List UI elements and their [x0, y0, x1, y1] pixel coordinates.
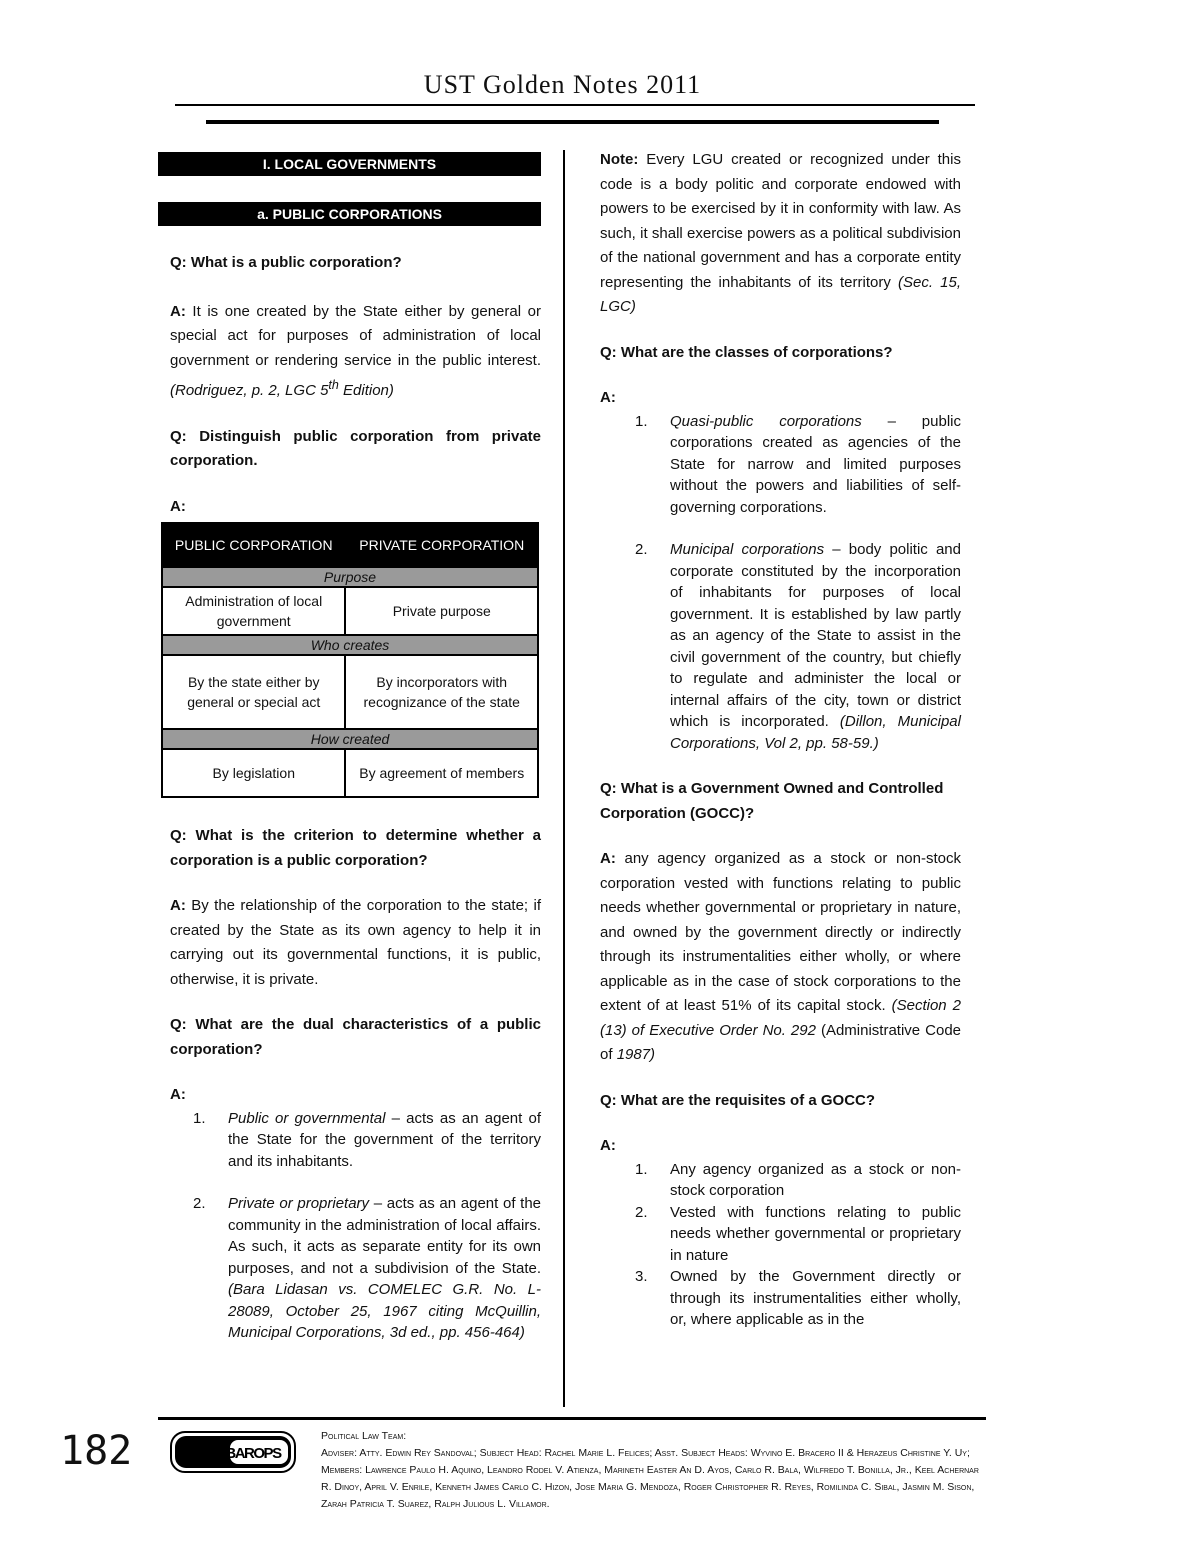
lgu-note [600, 148, 961, 320]
team-credits [321, 1428, 981, 1513]
citation: (Sec. 15, LGC) [600, 273, 961, 315]
list-item: 1. Public or governmental – acts as an agent of the State for the government of the territory and its inhabitants. [193, 1109, 541, 1170]
answer-label: A: [170, 1086, 186, 1103]
question-gocc: Q: What is a Government Owned and Controlled Corporation (GOCC)? [600, 780, 944, 822]
answer-label: A: [600, 850, 616, 867]
column-divider [563, 150, 565, 1407]
list-item: 3. Owned by the Government directly or through its instrumentalities either wholly, or, where applicable as in the [635, 1268, 961, 1328]
list-item: 1. Any agency organized as a stock or non-stock corporation [635, 1160, 961, 1199]
answer-label: A: [170, 897, 186, 914]
credits-body: Adviser: Atty. Edwin Rey Sandoval; Subject Head: Rachel Marie L. Felices; Asst. Subject Heads: Wyvino E. Bracero II & Herazeus Christine Y. Uy; Members: Lawrence Paulo H. Aquino, Leandro Rodel V. Atienza, Marineth Easter An D. Ayos, Carlo R. Bala, Wilfredo T. Bonilla, Jr., Keel Achernar R. Dinoy, April V. Enrile, Kenneth James Carlo C. Hizon, Jose Maria G. Mendoza, Roger Christopher R. Reyes, Romilinda C. Sibal, Jasmin M. Sison, Zarah Patricia T. Suarez, Ralph Julious L. Villamor. [321, 1447, 979, 1510]
question-public-corporation: Q: What is a public corporation? [170, 254, 402, 271]
dual-characteristics-list [158, 1108, 541, 1344]
table-cell: By agreement of members [345, 749, 538, 797]
citation: (Bara Lidasan vs. COMELEC G.R. No. L-28089, October 25, 1967 citing McQuillin, Municipal Corporations, 3d ed., pp. 456-464) [228, 1281, 541, 1341]
question-dual-characteristics: Q: What are the dual characteristics of a public corporation? [170, 1016, 541, 1058]
credits-title: Political Law Team: [321, 1430, 407, 1442]
logo-text: TEAM:BAROPS [185, 1445, 281, 1462]
answer-label: A: [600, 1137, 616, 1154]
answer-text: It is one created by the State either by general or special act for purposes of administration of local government or rendering service in the public interest. [170, 302, 541, 369]
table-cell: Administration of local government [162, 587, 345, 635]
section-heading-local-governments: I. LOCAL GOVERNMENTS [158, 152, 541, 176]
table-row-heading: How created [162, 729, 538, 749]
citation: (Section 2 (13) of Executive Order No. 292 [600, 997, 961, 1039]
team-barops-logo [170, 1431, 296, 1473]
note-label: Note: [600, 151, 639, 168]
header-rule-bottom [206, 120, 939, 124]
answer-text: By the relationship of the corporation to the state; if created by the State as its own agency to help it in carrying out its governmental functions, it is public, otherwise, it is private. [170, 897, 541, 988]
answer-criterion [158, 894, 541, 992]
table-row-heading: Purpose [162, 567, 538, 587]
running-header-title: UST Golden Notes 2011 [423, 70, 702, 99]
citation: 1987) [616, 1046, 656, 1063]
list-item: 2. Vested with functions relating to public needs whether governmental or proprietary in nature [635, 1203, 961, 1264]
footer-rule [158, 1417, 986, 1420]
citation: (Dillon, Municipal Corporations, Vol 2, pp. 58-59.) [670, 713, 961, 752]
answer-text: any agency organized as a stock or non-stock corporation vested with functions relating to public needs whether governmental or proprietary in nature, and owned by the government directly or indirectly through its instrumentalities either wholly, or where applicable as in the case of stock corporations to the extent of at least 51% of its capital stock. [600, 850, 961, 1014]
answer-label: A: [170, 302, 186, 320]
list-item: 2. Private or proprietary – acts as an agent of the community in the administration of local affairs. As such, it acts as separate entity for its own purposes, and not a subdivision of the State. (Bara Lidasan vs. COMELEC G.R. No. L-28089, October 25, 1967 citing McQuillin, Municipal Corporations, 3d ed., pp. 456-464) [193, 1195, 542, 1341]
answer-public-corporation [158, 300, 541, 404]
question-distinguish: Q: Distinguish public corporation from private corporation. [170, 427, 541, 469]
answer-label: A: [600, 389, 616, 406]
question-classes: Q: What are the classes of corporations? [600, 343, 893, 361]
header-rule-top [175, 104, 975, 106]
citation: (Administrative Code of [600, 1021, 962, 1063]
table-cell: By legislation [162, 749, 345, 797]
section-heading-public-corporations: a. PUBLIC CORPORATIONS [158, 202, 541, 226]
requisites-list [600, 1159, 961, 1331]
answer-gocc [600, 847, 961, 1068]
left-column [158, 150, 541, 1344]
page-number: 182 [60, 1428, 133, 1474]
table-cell: By incorporators with recognizance of the state [345, 655, 538, 729]
table-row-heading: Who creates [162, 635, 538, 655]
list-item: 2. Municipal corporations – body politic and corporate constituted by the incorporation of inhabitants for purposes of local government. It is established by law partly as an agency of the State to assist in the civil government of the country, but chiefly to regulate and administer the local or internal affairs of the city, town or district which is incorporated. (Dillon, Municipal Corporations, Vol 2, pp. 58-59.) [635, 541, 961, 752]
table-header-public: PUBLIC CORPORATION [162, 523, 345, 567]
comparison-table [161, 522, 539, 798]
note-text: Every LGU created or recognized under this code is a body politic and corporate endowed with powers to be exercised by it in conformity with law. As such, it shall exercise powers as a political subdivision of the national government and has a corporate entity representing the inhabitants of its territory [600, 151, 961, 291]
right-column [600, 150, 961, 1331]
question-requisites: Q: What are the requisites of a GOCC? [600, 1091, 876, 1109]
table-header-private: PRIVATE CORPORATION [345, 523, 538, 567]
table-cell: By the state either by general or special act [162, 655, 345, 729]
table-cell: Private purpose [345, 587, 538, 635]
list-item: 1. Quasi-public corporations – public corporations created as agencies of the State for narrow and limited purposes without the powers and liabilities of self-governing corporations. [635, 412, 961, 516]
classes-list [600, 411, 961, 755]
answer-label: A: [170, 497, 186, 515]
question-criterion: Q: What is the criterion to determine whether a corporation is a public corporation? [170, 827, 541, 869]
citation: (Rodriguez, p. 2, LGC 5th Edition) [170, 378, 394, 399]
